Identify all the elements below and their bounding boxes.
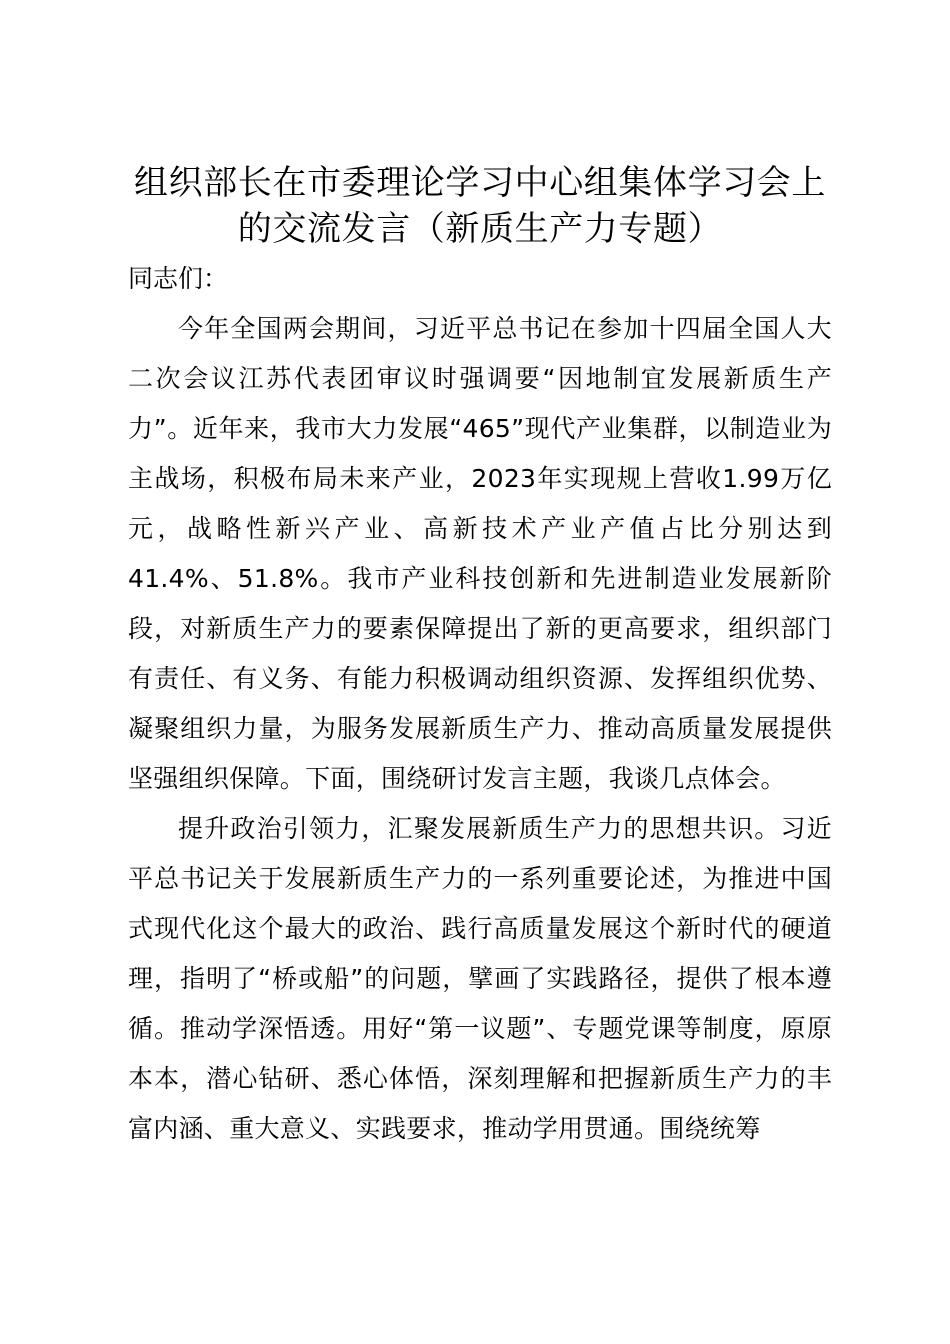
paragraph-2: 提升政治引领力，汇聚发展新质生产力的思想共识。习近平总书记关于发展新质生产力的一系列重要论述，为推进中国式现代化这个最大的政治、践行高质量发展这个新时代的硬道理，指明了“桥或船”的问题，擘画了实践路径，提供了根本遵循。推动学深悟透。用好“第一议题”、专题党课等制度，原原本本，潜心钻研、悉心体悟，深刻理解和把握新质生产力的丰富内涵、重大意义、实践要求，推动学用贯通。围绕统筹 (128, 814, 832, 1143)
title-line-2: 的交流发言（新质生产力专题） (237, 209, 723, 249)
title-line-1: 组织部长在市委理论学习中心组集体学习会上 (134, 163, 826, 203)
document-title (128, 160, 832, 252)
document-page (128, 160, 832, 1154)
paragraph-1: 今年全国两会期间，习近平总书记在参加十四届全国人大二次会议江苏代表团审议时强调要“因地制宜发展新质生产力”。近年来，我市大力发展“465”现代产业集群，以制造业为主战场，积极布局未来产业，2023年实现规上营收1.99万亿元，战略性新兴产业、高新技术产业产值占比分别达到41.4%、51.8%。我市产业科技创新和先进制造业发展新阶段，对新质生产力的要素保障提出了新的更高要求，组织部门有责任、有义务、有能力积极调动组织资源、发挥组织优势、凝聚组织力量，为服务发展新质生产力、推动高质量发展提供坚强组织保障。下面，围绕研讨发言主题，我谈几点体会。 (128, 314, 832, 793)
greeting: 同志们： (128, 264, 229, 293)
